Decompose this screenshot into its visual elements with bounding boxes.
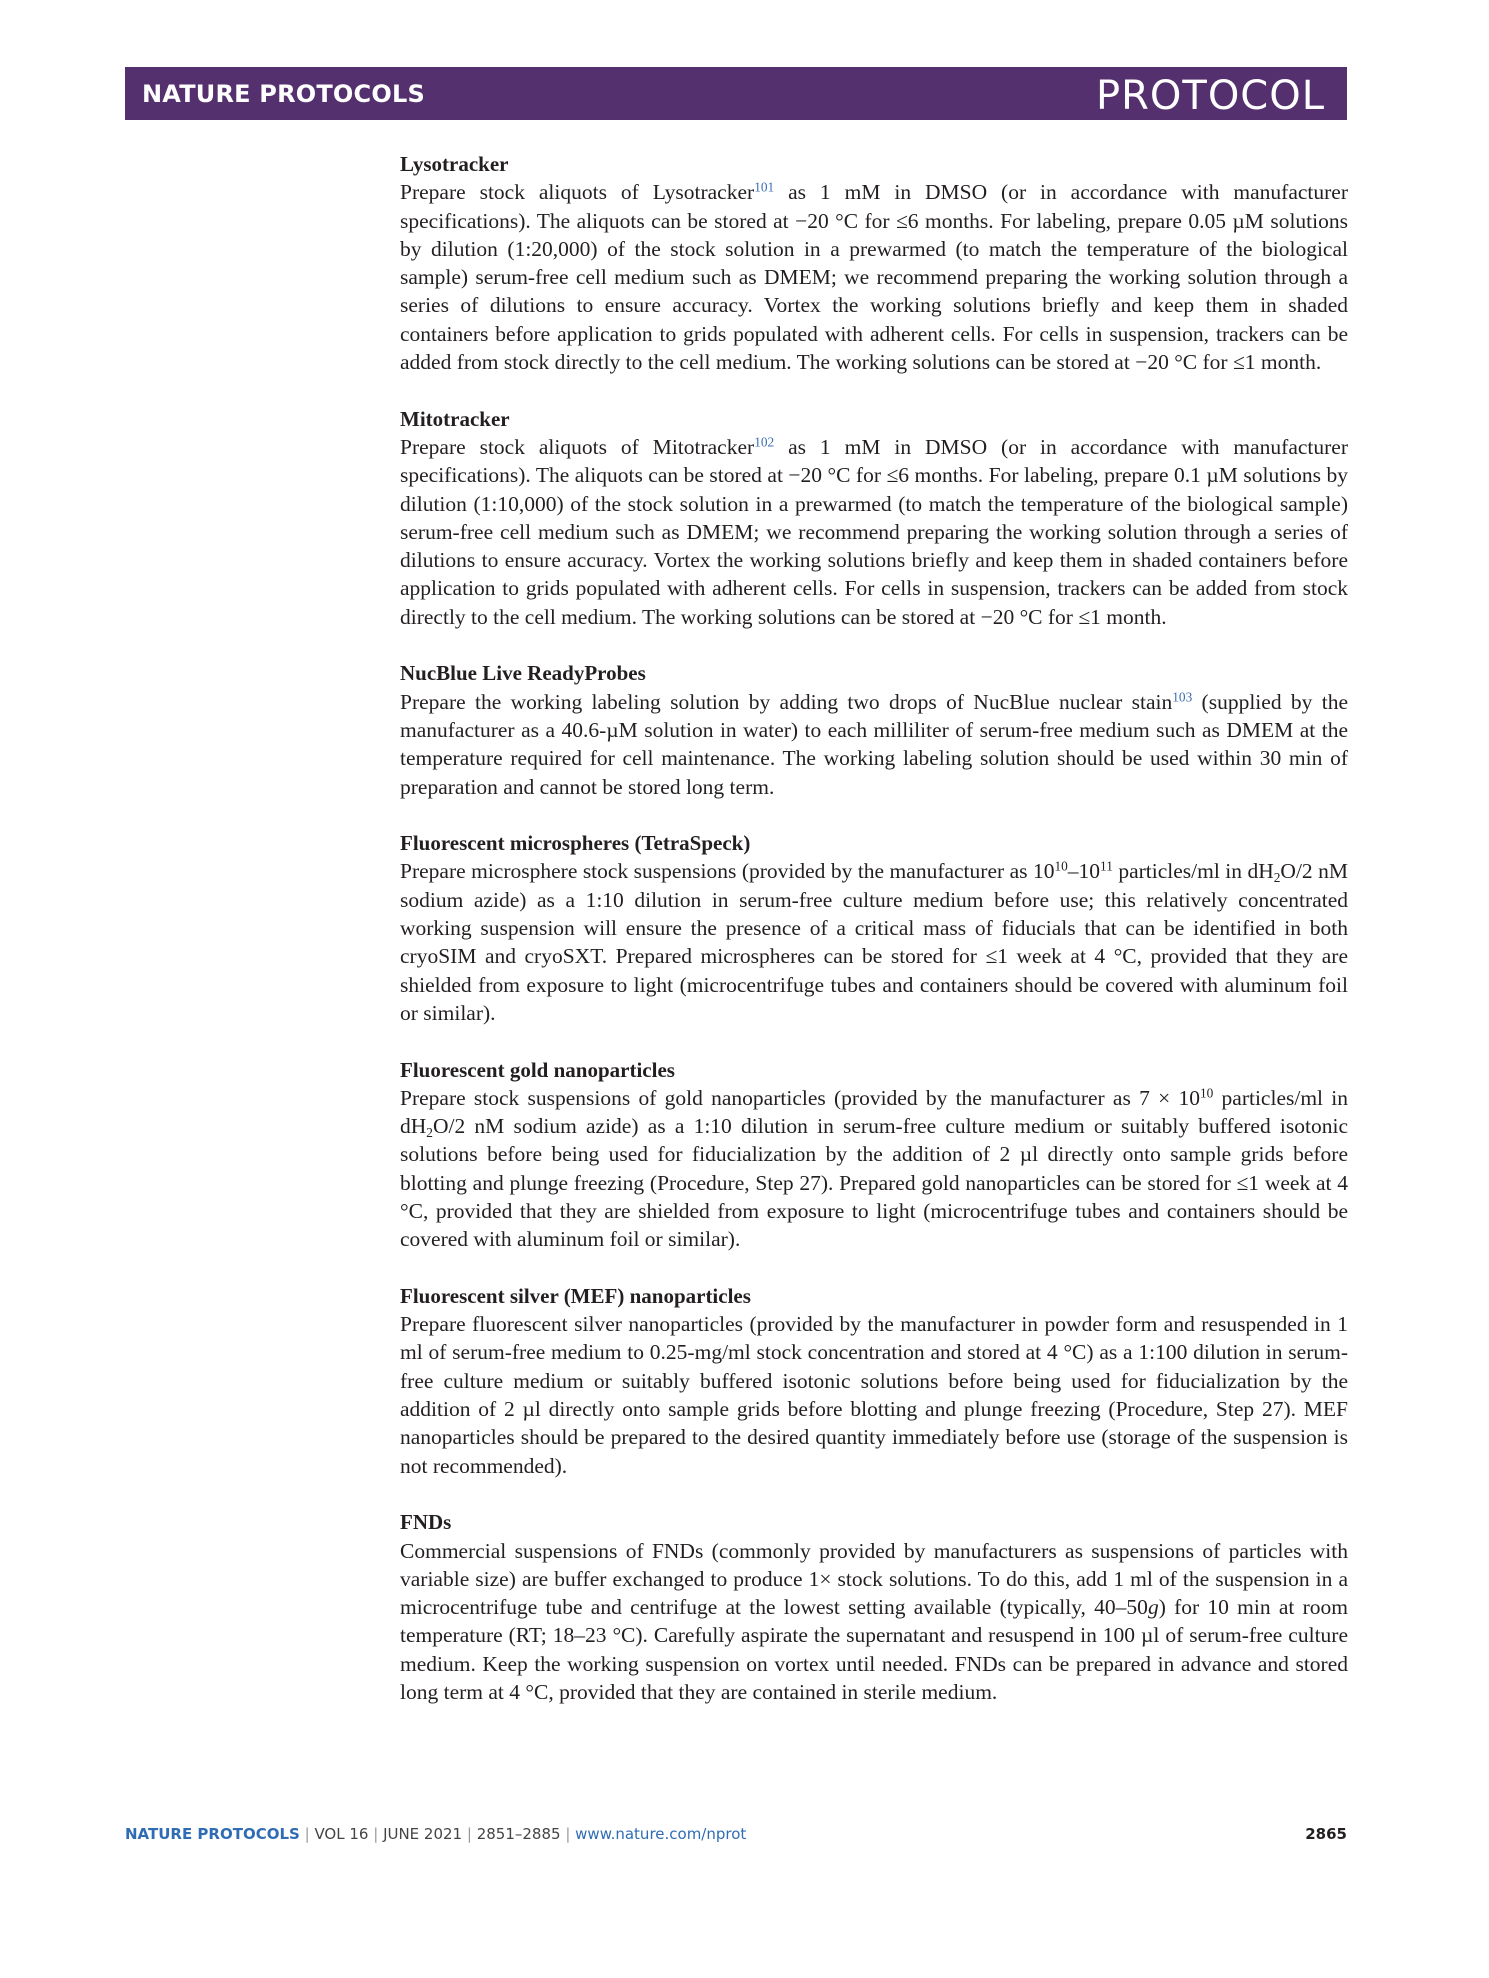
body-text: O/2 nM sodium azide) as a 1:10 dilution in serum-free culture medium or suitably buffered isotonic solutions before being used for fiducialization by the addition of 2 µl directly onto sample grids before blotting and plunge freezing (Procedure, Step 27). Prepared gold nanoparticles can be stored for ≤1 week at 4 °C, provided that they are shielded from exposure to light (microcentrifuge tubes and containers should be covered with aluminum foil or similar). xyxy=(400,1114,1348,1252)
body-text: Prepare stock suspensions of gold nanoparticles (provided by the manufacturer as 7 × 10 xyxy=(400,1085,1200,1110)
journal-name: NATURE PROTOCOLS xyxy=(142,80,425,108)
section xyxy=(400,405,1348,631)
reference-link[interactable]: 102 xyxy=(754,434,775,450)
section xyxy=(400,659,1348,800)
subscript: 2 xyxy=(426,1125,433,1141)
header-banner xyxy=(125,67,1347,120)
body-text: Prepare stock aliquots of Lysotracker xyxy=(400,180,755,205)
page-number: 2865 xyxy=(1305,1825,1347,1843)
body-text: particles/ml in dH xyxy=(1112,859,1274,884)
section xyxy=(400,150,1348,376)
section-heading: Mitotracker xyxy=(400,406,510,431)
reference-link[interactable]: 101 xyxy=(754,179,775,195)
body-text: as 1 mM in DMSO (or in accordance with manufacturer specifications). The aliquots can be stored at −20 °C for ≤6 months. For labeling, prepare 0.05 µM solutions by dilution (1:20,000) of the stock solution in a prewarmed (to match the temperature of the biological sample) serum-free cell medium such as DMEM; we recommend preparing the working solution through a series of dilutions to ensure accuracy. Vortex the working solutions briefly and keep them in shaded containers before application to grids populated with adherent cells. For cells in suspension, trackers can be added from stock directly to the cell medium. The working solutions can be stored at −20 °C for ≤1 month. xyxy=(400,180,1348,375)
section xyxy=(400,829,1348,1027)
section-heading: Fluorescent silver (MEF) nanoparticles xyxy=(400,1283,751,1308)
body-text: Prepare stock aliquots of Mitotracker xyxy=(400,434,755,459)
section-body xyxy=(400,1310,1348,1480)
superscript: 11 xyxy=(1100,859,1113,875)
body-text: (supplied by the manufacturer as a 40.6-µM solution in water) to each milliliter of serum-free medium such as DMEM at the temperature required for cell maintenance. The working labeling solution should be used within 30 min of preparation and cannot be stored long term. xyxy=(400,689,1348,799)
section-heading: Lysotracker xyxy=(400,152,509,176)
reference-link[interactable]: 103 xyxy=(1172,689,1193,705)
section-heading: FNDs xyxy=(400,1510,452,1535)
subscript: 2 xyxy=(1273,870,1281,886)
section-body xyxy=(400,857,1348,1027)
body-text: Commercial suspensions of FNDs (commonly provided by manufacturers as suspensions of particles with variable size) are buffer exchanged to produce 1× stock solutions. To do this, add 1 ml of the suspension in a microcentrifuge tube and centrifuge at the lowest setting available (typically, 40–50 xyxy=(400,1538,1348,1620)
body-text: particles/ml in dH xyxy=(400,1085,1348,1139)
footer-volume: VOL 16 xyxy=(314,1825,369,1843)
section-body xyxy=(400,433,1348,631)
section-heading: Fluorescent gold nanoparticles xyxy=(400,1057,675,1082)
section xyxy=(400,1056,1348,1254)
section-body xyxy=(400,178,1348,376)
section-body xyxy=(400,1537,1348,1707)
body-text: –10 xyxy=(1067,859,1101,884)
footer-pages: 2851–2885 xyxy=(476,1825,561,1843)
section-heading: NucBlue Live ReadyProbes xyxy=(400,661,646,686)
section-body xyxy=(400,688,1348,801)
body-text: Prepare microsphere stock suspensions (provided by the manufacturer as 10 xyxy=(400,859,1055,884)
section-body xyxy=(400,1084,1348,1254)
footer-date: JUNE 2021 xyxy=(383,1825,463,1843)
superscript: 10 xyxy=(1199,1085,1214,1101)
section-heading: Fluorescent microspheres (TetraSpeck) xyxy=(400,831,751,856)
italic-text: g xyxy=(1147,1595,1159,1620)
article-type: PROTOCOL xyxy=(1095,73,1325,119)
footer-citation: NATURE PROTOCOLS | VOL 16 | JUNE 2021 | 2851–2885 | www.nature.com/nprot xyxy=(125,1825,747,1843)
footer-journal: NATURE PROTOCOLS xyxy=(125,1825,300,1843)
body-text: Prepare fluorescent silver nanoparticles (provided by the manufacturer in powder form and resuspended in 1 ml of serum-free medium to 0.25-mg/ml stock concentration and stored at 4 °C) as a 1:100 dilution in serum-free culture medium or suitably buffered isotonic solutions before being used for fiducialization by the addition of 2 µl directly onto sample grids before blotting and plunge freezing (Procedure, Step 27). MEF nanoparticles should be prepared to the desired quantity immediately before use (storage of the suspension is not recommended). xyxy=(400,1312,1348,1478)
section xyxy=(400,1282,1348,1480)
body-text: ) for 10 min at room temperature (RT; 18–23 °C). Carefully aspirate the supernatant and resuspend in 100 µl of serum-free culture medium. Keep the working suspension on vortex until needed. FNDs can be prepared in advance and stored long term at 4 °C, provided that they are contained in sterile medium. xyxy=(400,1595,1349,1705)
superscript: 10 xyxy=(1054,859,1068,875)
section xyxy=(400,1508,1348,1706)
body-text: Prepare the working labeling solution by adding two drops of NucBlue nuclear stain xyxy=(400,689,1173,714)
footer-url[interactable]: www.nature.com/nprot xyxy=(575,1825,747,1843)
main-content xyxy=(400,150,1348,1735)
body-text: as 1 mM in DMSO (or in accordance with manufacturer specifications). The aliquots can be stored at −20 °C for ≤6 months. For labeling, prepare 0.1 µM solutions by dilution (1:10,000) of the stock solution in a prewarmed (to match the temperature of the biological sample) serum-free cell medium such as DMEM; we recommend preparing the working solution through a series of dilutions to ensure accuracy. Vortex the working solutions briefly and keep them in shaded containers before application to grids populated with adherent cells. For cells in suspension, trackers can be added from stock directly to the cell medium. The working solutions can be stored at −20 °C for ≤1 month. xyxy=(400,434,1348,629)
body-text: O/2 nM sodium azide) as a 1:10 dilution in serum-free culture medium before use; this relatively concentrated working suspension will ensure the presence of a critical mass of fiducials that can be identified in both cryoSIM and cryoSXT. Prepared microspheres can be stored for ≤1 week at 4 °C, provided that they are shielded from exposure to light (microcentrifuge tubes and containers should be covered with aluminum foil or similar). xyxy=(400,859,1348,1025)
